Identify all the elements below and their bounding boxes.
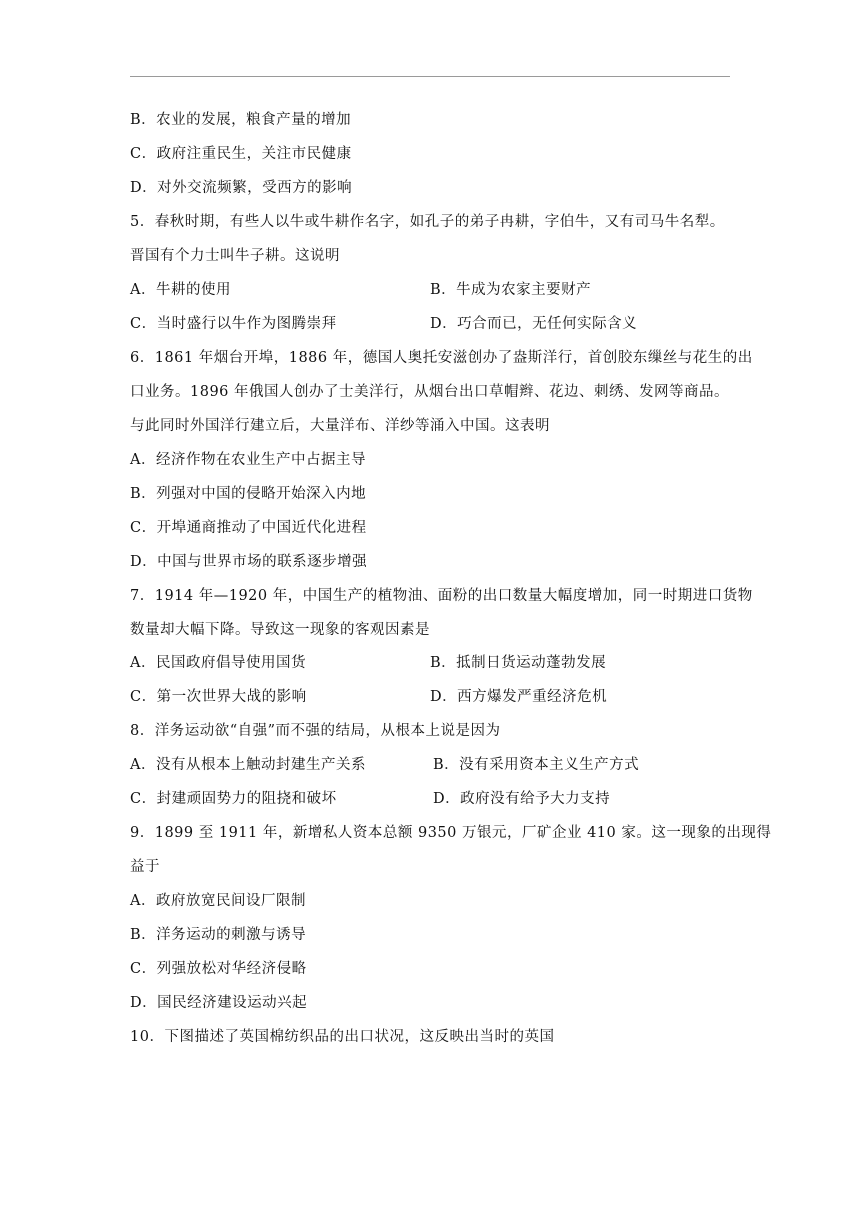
q6-stem-line-2: 口业务。1896 年俄国人创办了士美洋行，从烟台出口草帽辫、花边、刺绣、发网等商品。 xyxy=(130,384,730,400)
q5-option-a: A．牛耕的使用 xyxy=(130,282,231,298)
q5-option-d: D．巧合而已，无任何实际含义 xyxy=(430,316,638,332)
q9-stem-line-2: 益于 xyxy=(130,859,160,875)
q6-stem-line-3: 与此同时外国洋行建立后，大量洋布、洋纱等涌入中国。这表明 xyxy=(130,418,550,434)
q7-stem-line-1: 7．1914 年—1920 年，中国生产的植物油、面粉的出口数量大幅度增加，同一时期进口货物 xyxy=(130,588,753,604)
q6-stem-line-1: 6．1861 年烟台开埠，1886 年，德国人奥托安滋创办了盎斯洋行，首创胶东缫丝与花生的出 xyxy=(130,350,753,366)
q8-option-c: C．封建顽固势力的阻挠和破坏 xyxy=(130,791,337,807)
q7-option-d: D．西方爆发严重经济危机 xyxy=(430,689,608,705)
q5-option-c: C．当时盛行以牛作为图腾崇拜 xyxy=(130,316,337,332)
q6-option-c: C．开埠通商推动了中国近代化进程 xyxy=(130,520,367,536)
q9-option-d: D．国民经济建设运动兴起 xyxy=(130,995,308,1011)
q4-option-c: C．政府注重民生，关注市民健康 xyxy=(130,146,352,162)
q6-option-d: D．中国与世界市场的联系逐步增强 xyxy=(130,554,368,570)
q9-option-c: C．列强放松对华经济侵略 xyxy=(130,961,307,977)
q9-stem-line-1: 9．1899 至 1911 年，新增私人资本总额 9350 万银元，厂矿企业 410 家。这一现象的出现得 xyxy=(130,825,772,841)
q7-option-a: A．民国政府倡导使用国货 xyxy=(130,655,306,671)
q7-option-c: C．第一次世界大战的影响 xyxy=(130,689,307,705)
q6-option-a: A．经济作物在农业生产中占据主导 xyxy=(130,452,366,468)
q7-stem-line-2: 数量却大幅下降。导致这一现象的客观因素是 xyxy=(130,622,430,638)
q8-option-b: B．没有采用资本主义生产方式 xyxy=(433,757,640,773)
q5-option-b: B．牛成为农家主要财产 xyxy=(430,282,592,298)
q7-option-b: B．抵制日货运动蓬勃发展 xyxy=(430,655,607,671)
header-rule xyxy=(130,76,730,77)
q6-option-b: B．列强对中国的侵略开始深入内地 xyxy=(130,486,367,502)
q8-option-a: A．没有从根本上触动封建生产关系 xyxy=(130,757,366,773)
q9-option-a: A．政府放宽民间设厂限制 xyxy=(130,893,306,909)
q8-stem: 8．洋务运动欲“自强”而不强的结局，从根本上说是因为 xyxy=(130,723,501,739)
q9-option-b: B．洋务运动的刺激与诱导 xyxy=(130,927,307,943)
q4-option-d: D．对外交流频繁，受西方的影响 xyxy=(130,180,353,196)
q10-stem: 10．下图描述了英国棉纺织品的出口状况，这反映出当时的英国 xyxy=(130,1029,555,1045)
q4-option-b: B．农业的发展，粮食产量的增加 xyxy=(130,112,352,128)
q8-option-d: D．政府没有给予大力支持 xyxy=(433,791,611,807)
q5-stem-line-2: 晋国有个力士叫牛子耕。这说明 xyxy=(130,248,340,264)
q5-stem-line-1: 5．春秋时期，有些人以牛或牛耕作名字，如孔子的弟子冉耕，字伯牛，又有司马牛名犁。 xyxy=(130,214,725,230)
